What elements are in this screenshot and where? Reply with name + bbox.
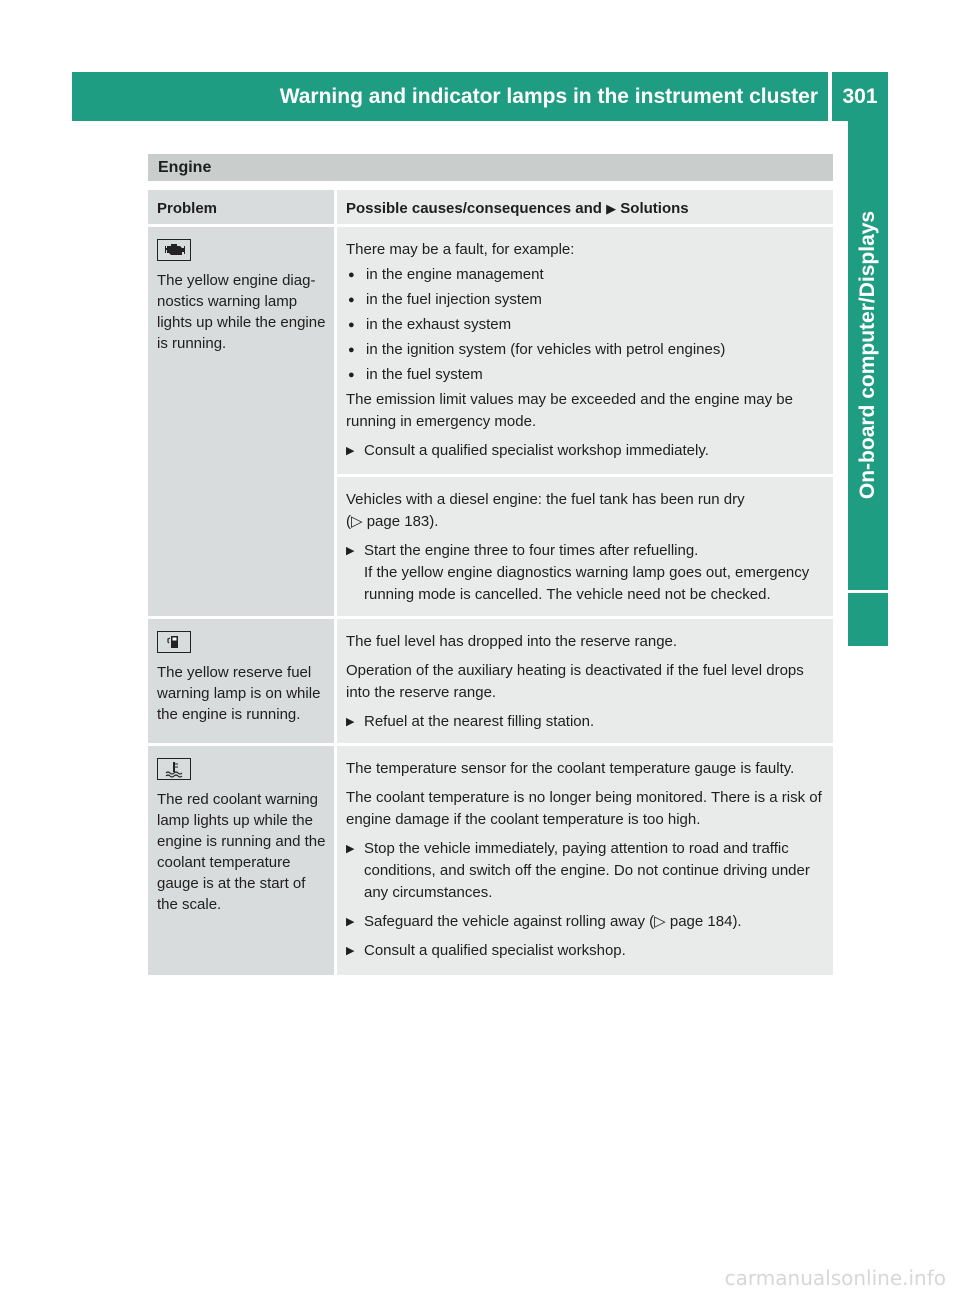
- consequence-note: The emission limit values may be exceeded and the engine may be running in emergency mode.: [346, 391, 793, 430]
- column-header-solutions-label: Possible causes/consequences and: [346, 200, 602, 217]
- fuel-reserve-icon: [157, 631, 191, 653]
- action-arrow-icon: ▶: [346, 545, 355, 557]
- cause-intro: Vehicles with a diesel engine: the fuel tank has been run dry: [346, 491, 745, 508]
- diesel-subsection: [337, 474, 833, 606]
- list-item: ● in the exhaust system: [346, 314, 827, 336]
- problem-text: The yellow reserve fuel warning lamp is on while the engine is running.: [157, 664, 321, 723]
- table-row: [148, 616, 833, 743]
- problem-text: The red coolant warning lamp lights up while the engine is running and the coolant temperature gauge is at the start of the scale.: [157, 791, 326, 913]
- engine-diagnostics-icon: [157, 239, 191, 261]
- cause-text: The temperature sensor for the coolant temperature gauge is faulty.: [346, 760, 795, 777]
- consequence-note: The coolant temperature is no longer being monitored. There is a risk of engine damage if the coolant temperature is too high.: [346, 789, 822, 828]
- column-header-problem: Problem: [148, 190, 334, 224]
- action-step: ▶ Safeguard the vehicle against rolling away (▷ page 184).: [346, 911, 827, 933]
- list-item: ● in the ignition system (for vehicles with petrol engines): [346, 339, 827, 361]
- bullet-icon: ●: [348, 269, 355, 281]
- watermark: carmanualsonline.info: [724, 1266, 946, 1290]
- action-step: ▶ Start the engine three to four times after refuelling. If the yellow engine diagnostics warning lamp goes out, emergency running mode is cancelled. The vehicle need not be checked.: [346, 540, 827, 606]
- table-header-row: [148, 190, 833, 224]
- page-reference-link[interactable]: (▷ page 183).: [346, 513, 439, 530]
- column-header-solutions-suffix: Solutions: [620, 200, 689, 217]
- action-arrow-icon: ▶: [346, 945, 355, 957]
- cause-intro: There may be a fault, for example:: [346, 241, 575, 258]
- table-row: [148, 743, 833, 975]
- coolant-temperature-icon: [157, 758, 191, 780]
- bullet-icon: ●: [348, 319, 355, 331]
- chapter-side-tab[interactable]: [848, 120, 888, 590]
- cause-text: The fuel level has dropped into the reserve range.: [346, 633, 678, 650]
- bullet-icon: ●: [348, 344, 355, 356]
- chapter-side-marker: [848, 590, 888, 646]
- action-arrow-icon: ▶: [606, 201, 617, 216]
- consequence-note: Operation of the auxiliary heating is deactivated if the fuel level drops into the reserve range.: [346, 662, 804, 701]
- table-row: [148, 224, 833, 616]
- problem-text: The yellow engine diagnostics warning lamp lights up while the engine is running.: [157, 272, 326, 352]
- page-title: Warning and indicator lamps in the instrument cluster: [72, 72, 828, 121]
- bullet-icon: ●: [348, 294, 355, 306]
- section-title: Engine: [148, 154, 833, 181]
- action-arrow-icon: ▶: [346, 916, 355, 928]
- list-item: ● in the engine management: [346, 264, 827, 286]
- page-header: [72, 72, 888, 121]
- column-header-solutions: [337, 190, 833, 224]
- action-step: ▶ Refuel at the nearest filling station.: [346, 711, 827, 733]
- action-arrow-icon: ▶: [346, 843, 355, 855]
- action-arrow-icon: ▶: [346, 716, 355, 728]
- list-item: ● in the fuel system: [346, 364, 827, 386]
- page-number: 301: [832, 72, 888, 121]
- action-step: ▶ Consult a qualified specialist workshop.: [346, 940, 827, 962]
- bullet-icon: ●: [348, 369, 355, 381]
- engine-table: [148, 190, 833, 975]
- list-item: ● in the fuel injection system: [346, 289, 827, 311]
- action-step: ▶ Stop the vehicle immediately, paying attention to road and traffic conditions, and switch off the engine. Do not continue driving under any circumstances.: [346, 838, 827, 904]
- chapter-side-tab-label: On-board computer/Displays: [856, 210, 879, 500]
- action-arrow-icon: ▶: [346, 445, 355, 457]
- action-step: ▶ Consult a qualified specialist workshop immediately.: [346, 440, 827, 462]
